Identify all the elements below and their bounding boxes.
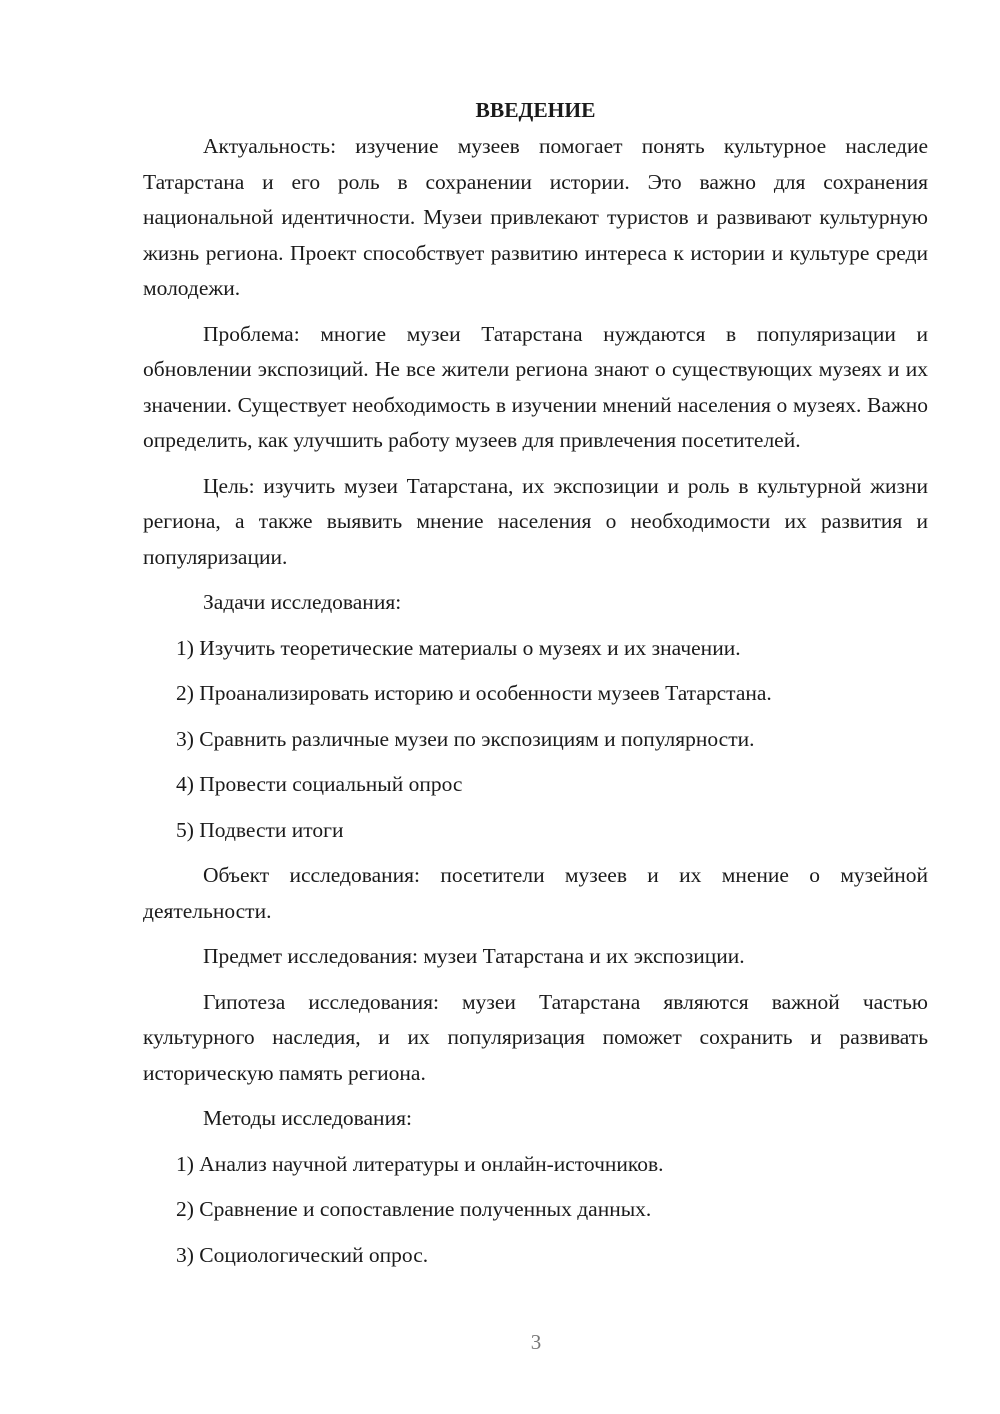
task-item: 4) Провести социальный опрос: [176, 772, 463, 796]
page-number: 3: [530, 1330, 542, 1354]
tasks-list: [143, 631, 928, 849]
problem-paragraph: Проблема: многие музеи Татарстана нуждаются в популяризации и обновлении экспозиций. Не все жители региона знают о существующих музеях и их значении. Существует необходимость в изучении мнений населения о музеях. Важно определить, как улучшить работу музеев для привлечения посетителей.: [143, 321, 928, 452]
task-item: 1) Изучить теоретические материалы о музеях и их значении.: [176, 635, 741, 660]
tasks-heading: Задачи исследования:: [203, 590, 402, 614]
methods-list: [143, 1147, 928, 1274]
task-item: 3) Сравнить различные музеи по экспозициям и популярности.: [176, 726, 755, 751]
method-item: 1) Анализ научной литературы и онлайн-источников.: [176, 1151, 664, 1176]
document-page: [143, 92, 928, 1283]
goal-paragraph: Цель: изучить музеи Татарстана, их экспозиции и роль в культурной жизни региона, а также выявить мнение населения о необходимости их развития и популяризации.: [143, 473, 928, 569]
method-item: 2) Сравнение и сопоставление полученных данных.: [176, 1197, 652, 1221]
relevance-paragraph: Актуальность: изучение музеев помогает понять культурное наследие Татарстана и его роль в сохранении истории. Это важно для сохранения национальной идентичности. Музеи привлекают туристов и развивают культурную жизнь региона. Проект способствует развитию интереса к истории и культуре среди молодежи.: [143, 134, 928, 300]
task-item: 2) Проанализировать историю и особенности музеев Татарстана.: [176, 681, 772, 705]
method-item: 3) Социологический опрос.: [176, 1242, 429, 1267]
task-item: 5) Подвести итоги: [176, 817, 344, 842]
section-title: ВВЕДЕНИЕ: [475, 98, 596, 122]
methods-heading: Методы исследования:: [203, 1106, 412, 1130]
hypothesis-paragraph: Гипотеза исследования: музеи Татарстана являются важной частью культурного наследия, и их популяризация поможет сохранить и развивать историческую память региона.: [143, 989, 928, 1085]
subject-paragraph: Предмет исследования: музеи Татарстана и их экспозиции.: [203, 944, 745, 968]
object-paragraph: Объект исследования: посетители музеев и их мнение о музейной деятельности.: [143, 863, 928, 923]
